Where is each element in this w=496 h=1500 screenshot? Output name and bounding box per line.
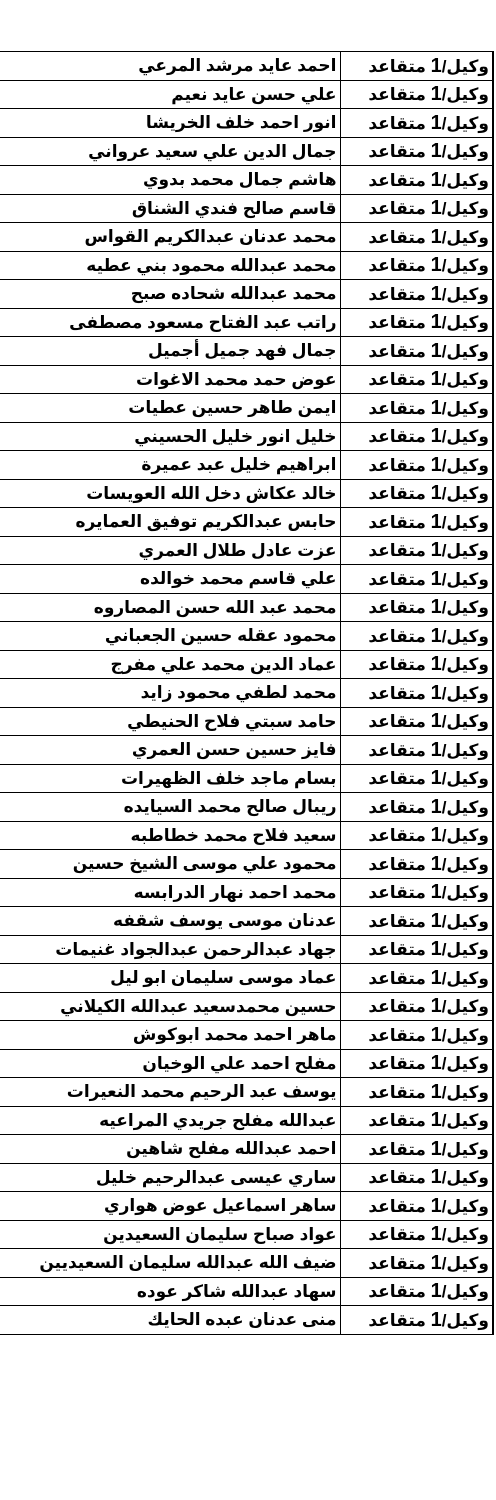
name-cell: محمد عبدالله شحاده صبح <box>0 280 340 309</box>
rank-cell <box>340 1135 493 1164</box>
rank-number: 1 <box>430 482 442 505</box>
rank-prefix: وكيل/ <box>441 256 489 276</box>
rank-suffix: متقاعد <box>368 1054 431 1074</box>
rank-prefix: وكيل/ <box>441 683 489 703</box>
rank-cell <box>340 109 493 138</box>
rank-suffix: متقاعد <box>368 341 431 361</box>
name-cell: احمد عبدالله مفلح شاهين <box>0 1135 340 1164</box>
rank-prefix: وكيل/ <box>441 712 489 732</box>
rank-cell <box>340 1106 493 1135</box>
rank-suffix: متقاعد <box>368 541 431 561</box>
rank-number: 1 <box>430 1109 442 1132</box>
name-cell: ريبال صالح محمد السيايده <box>0 793 340 822</box>
rank-cell <box>340 764 493 793</box>
rank-prefix: وكيل/ <box>441 598 489 618</box>
table-row <box>0 536 493 565</box>
name-cell: ساري عيسى عبدالرحيم خليل <box>0 1163 340 1192</box>
rank-prefix: وكيل/ <box>441 740 489 760</box>
rank-number: 1 <box>430 909 442 932</box>
rank-cell <box>340 707 493 736</box>
rank-number: 1 <box>430 425 442 448</box>
table-row <box>0 964 493 993</box>
rank-suffix: متقاعد <box>368 940 431 960</box>
rank-prefix: وكيل/ <box>441 968 489 988</box>
rank-number: 1 <box>430 824 442 847</box>
rank-suffix: متقاعد <box>368 1225 431 1245</box>
name-cell: عماد الدين محمد علي مفرج <box>0 650 340 679</box>
table-row <box>0 850 493 879</box>
name-cell: ايمن طاهر حسين عطيات <box>0 394 340 423</box>
rank-prefix: وكيل/ <box>441 626 489 646</box>
name-cell: جهاد عبدالرحمن عبدالجواد غنيمات <box>0 935 340 964</box>
rank-cell <box>340 52 493 81</box>
name-cell: جمال الدين علي سعيد عرواني <box>0 137 340 166</box>
name-cell: محمود عقله حسين الجعباني <box>0 622 340 651</box>
table-row <box>0 565 493 594</box>
rank-prefix: وكيل/ <box>441 883 489 903</box>
name-cell: محمود علي موسى الشيخ حسين <box>0 850 340 879</box>
name-cell: علي قاسم محمد خوالده <box>0 565 340 594</box>
rank-number: 1 <box>430 881 442 904</box>
table-row <box>0 1306 493 1335</box>
rank-prefix: وكيل/ <box>441 455 489 475</box>
rank-cell <box>340 194 493 223</box>
table-row <box>0 508 493 537</box>
name-cell: حسين محمدسعيد عبدالله الكيلاني <box>0 992 340 1021</box>
table-row <box>0 593 493 622</box>
rank-prefix: وكيل/ <box>441 199 489 219</box>
rank-suffix: متقاعد <box>368 284 431 304</box>
rank-cell <box>340 1277 493 1306</box>
table-row <box>0 650 493 679</box>
rank-number: 1 <box>430 681 442 704</box>
name-cell: سعيد فلاح محمد خطاطبه <box>0 821 340 850</box>
rank-number: 1 <box>430 567 442 590</box>
rank-number: 1 <box>430 254 442 277</box>
rank-number: 1 <box>430 140 442 163</box>
rank-suffix: متقاعد <box>368 56 431 76</box>
table-row <box>0 1021 493 1050</box>
table-row <box>0 365 493 394</box>
name-cell: ساهر اسماعيل عوض هواري <box>0 1192 340 1221</box>
rank-cell <box>340 1163 493 1192</box>
rank-prefix: وكيل/ <box>441 113 489 133</box>
rank-prefix: وكيل/ <box>441 427 489 447</box>
table-row <box>0 394 493 423</box>
rank-cell <box>340 1192 493 1221</box>
rank-prefix: وكيل/ <box>441 655 489 675</box>
rank-suffix: متقاعد <box>368 484 431 504</box>
rank-number: 1 <box>430 767 442 790</box>
rank-cell <box>340 565 493 594</box>
rank-prefix: وكيل/ <box>441 512 489 532</box>
table-row <box>0 422 493 451</box>
name-cell: عواد صباح سليمان السعيدين <box>0 1220 340 1249</box>
rank-prefix: وكيل/ <box>441 341 489 361</box>
name-cell: فايز حسين حسن العمري <box>0 736 340 765</box>
name-cell: قاسم صالح فندي الشناق <box>0 194 340 223</box>
rank-cell <box>340 365 493 394</box>
table-row <box>0 878 493 907</box>
name-cell: منى عدنان عبده الحايك <box>0 1306 340 1335</box>
rank-prefix: وكيل/ <box>441 1139 489 1159</box>
rank-number: 1 <box>430 938 442 961</box>
rank-cell <box>340 422 493 451</box>
rank-cell <box>340 907 493 936</box>
rank-prefix: وكيل/ <box>441 398 489 418</box>
rank-cell <box>340 1049 493 1078</box>
rank-prefix: وكيل/ <box>441 569 489 589</box>
rank-number: 1 <box>430 225 442 248</box>
rank-prefix: وكيل/ <box>441 1225 489 1245</box>
rank-number: 1 <box>430 653 442 676</box>
rank-cell <box>340 650 493 679</box>
name-cell: عماد موسى سليمان ابو ليل <box>0 964 340 993</box>
rank-number: 1 <box>430 710 442 733</box>
table-row <box>0 907 493 936</box>
rank-number: 1 <box>430 1052 442 1075</box>
name-cell: هاشم جمال محمد بدوي <box>0 166 340 195</box>
rank-suffix: متقاعد <box>368 455 431 475</box>
rank-number: 1 <box>430 624 442 647</box>
rank-number: 1 <box>430 1280 442 1303</box>
name-cell: محمد عدنان عبدالكريم القواس <box>0 223 340 252</box>
rank-prefix: وكيل/ <box>441 170 489 190</box>
name-cell: محمد احمد نهار الدرابسه <box>0 878 340 907</box>
rank-prefix: وكيل/ <box>441 1282 489 1302</box>
rank-number: 1 <box>430 1223 442 1246</box>
rank-number: 1 <box>430 795 442 818</box>
rank-prefix: وكيل/ <box>441 1054 489 1074</box>
rank-number: 1 <box>430 966 442 989</box>
rank-suffix: متقاعد <box>368 1310 431 1330</box>
rank-cell <box>340 1021 493 1050</box>
rank-suffix: متقاعد <box>368 199 431 219</box>
rank-prefix: وكيل/ <box>441 997 489 1017</box>
rank-cell <box>340 593 493 622</box>
rank-prefix: وكيل/ <box>441 370 489 390</box>
rank-suffix: متقاعد <box>368 142 431 162</box>
rank-suffix: متقاعد <box>368 1168 431 1188</box>
name-cell: خليل انور خليل الحسيني <box>0 422 340 451</box>
rank-prefix: وكيل/ <box>441 1196 489 1216</box>
rank-number: 1 <box>430 311 442 334</box>
rank-number: 1 <box>430 368 442 391</box>
rank-suffix: متقاعد <box>368 769 431 789</box>
rank-number: 1 <box>430 852 442 875</box>
table-row <box>0 707 493 736</box>
table-row <box>0 109 493 138</box>
name-cell: عدنان موسى يوسف شقفه <box>0 907 340 936</box>
rank-suffix: متقاعد <box>368 512 431 532</box>
rank-prefix: وكيل/ <box>441 85 489 105</box>
rank-number: 1 <box>430 1137 442 1160</box>
rank-suffix: متقاعد <box>368 598 431 618</box>
rank-number: 1 <box>430 83 442 106</box>
name-cell: جمال فهد جميل أجميل <box>0 337 340 366</box>
rank-suffix: متقاعد <box>368 398 431 418</box>
rank-suffix: متقاعد <box>368 227 431 247</box>
rank-prefix: وكيل/ <box>441 1082 489 1102</box>
rank-number: 1 <box>430 995 442 1018</box>
rank-suffix: متقاعد <box>368 826 431 846</box>
rank-suffix: متقاعد <box>368 1082 431 1102</box>
rank-prefix: وكيل/ <box>441 227 489 247</box>
table-row <box>0 52 493 81</box>
rank-cell <box>340 679 493 708</box>
rank-number: 1 <box>430 1308 442 1331</box>
table-row <box>0 194 493 223</box>
rank-suffix: متقاعد <box>368 1253 431 1273</box>
rank-prefix: وكيل/ <box>441 1111 489 1131</box>
rank-number: 1 <box>430 510 442 533</box>
table-row <box>0 1078 493 1107</box>
table-row <box>0 308 493 337</box>
name-cell: يوسف عبد الرحيم محمد النعيرات <box>0 1078 340 1107</box>
rank-suffix: متقاعد <box>368 740 431 760</box>
name-cell: علي حسن عايد نعيم <box>0 80 340 109</box>
rank-prefix: وكيل/ <box>441 56 489 76</box>
rank-prefix: وكيل/ <box>441 484 489 504</box>
rank-suffix: متقاعد <box>368 85 431 105</box>
rank-prefix: وكيل/ <box>441 1310 489 1330</box>
rank-suffix: متقاعد <box>368 854 431 874</box>
rank-number: 1 <box>430 1251 442 1274</box>
table-row <box>0 223 493 252</box>
rank-suffix: متقاعد <box>368 313 431 333</box>
rank-prefix: وكيل/ <box>441 797 489 817</box>
rank-prefix: وكيل/ <box>441 826 489 846</box>
rank-cell <box>340 394 493 423</box>
rank-number: 1 <box>430 596 442 619</box>
rank-suffix: متقاعد <box>368 797 431 817</box>
table-row <box>0 622 493 651</box>
rank-prefix: وكيل/ <box>441 911 489 931</box>
table-row <box>0 793 493 822</box>
records-table-body <box>0 52 493 1335</box>
rank-number: 1 <box>430 738 442 761</box>
rank-cell <box>340 308 493 337</box>
rank-suffix: متقاعد <box>368 170 431 190</box>
rank-cell <box>340 223 493 252</box>
rank-suffix: متقاعد <box>368 655 431 675</box>
rank-suffix: متقاعد <box>368 997 431 1017</box>
table-row <box>0 736 493 765</box>
rank-number: 1 <box>430 111 442 134</box>
name-cell: عبدالله مفلح جريدي المراعيه <box>0 1106 340 1135</box>
rank-suffix: متقاعد <box>368 113 431 133</box>
rank-number: 1 <box>430 282 442 305</box>
name-cell: حابس عبدالكريم توفيق العمايره <box>0 508 340 537</box>
table-row <box>0 280 493 309</box>
rank-cell <box>340 736 493 765</box>
name-cell: مفلح احمد علي الوخيان <box>0 1049 340 1078</box>
rank-cell <box>340 80 493 109</box>
rank-suffix: متقاعد <box>368 968 431 988</box>
rank-prefix: وكيل/ <box>441 1168 489 1188</box>
rank-cell <box>340 992 493 1021</box>
rank-cell <box>340 280 493 309</box>
rank-prefix: وكيل/ <box>441 1253 489 1273</box>
table-row <box>0 80 493 109</box>
rank-suffix: متقاعد <box>368 1025 431 1045</box>
table-row <box>0 451 493 480</box>
rank-prefix: وكيل/ <box>441 541 489 561</box>
rank-number: 1 <box>430 197 442 220</box>
rank-cell <box>340 850 493 879</box>
rank-cell <box>340 935 493 964</box>
rank-cell <box>340 137 493 166</box>
table-row <box>0 1277 493 1306</box>
rank-cell <box>340 337 493 366</box>
rank-cell <box>340 251 493 280</box>
name-cell: انور احمد خلف الخريشا <box>0 109 340 138</box>
name-cell: راتب عبد الفتاح مسعود مصطفى <box>0 308 340 337</box>
table-row <box>0 251 493 280</box>
rank-number: 1 <box>430 339 442 362</box>
table-row <box>0 479 493 508</box>
table-row <box>0 1163 493 1192</box>
rank-suffix: متقاعد <box>368 911 431 931</box>
rank-cell <box>340 1078 493 1107</box>
name-cell: حامد سبتي فلاح الحنيطي <box>0 707 340 736</box>
rank-prefix: وكيل/ <box>441 940 489 960</box>
name-cell: عزت عادل طلال العمري <box>0 536 340 565</box>
rank-number: 1 <box>430 453 442 476</box>
rank-cell <box>340 1220 493 1249</box>
rank-prefix: وكيل/ <box>441 769 489 789</box>
table-row <box>0 1249 493 1278</box>
rank-cell <box>340 1306 493 1335</box>
rank-suffix: متقاعد <box>368 1196 431 1216</box>
rank-number: 1 <box>430 396 442 419</box>
table-row <box>0 821 493 850</box>
rank-number: 1 <box>430 539 442 562</box>
table-row <box>0 1135 493 1164</box>
table-row <box>0 137 493 166</box>
name-cell: عوض حمد محمد الاغوات <box>0 365 340 394</box>
table-row <box>0 166 493 195</box>
rank-cell <box>340 793 493 822</box>
rank-suffix: متقاعد <box>368 883 431 903</box>
rank-number: 1 <box>430 54 442 77</box>
rank-cell <box>340 166 493 195</box>
table-row <box>0 337 493 366</box>
table-row <box>0 679 493 708</box>
rank-suffix: متقاعد <box>368 256 431 276</box>
table-row <box>0 1192 493 1221</box>
rank-number: 1 <box>430 168 442 191</box>
rank-cell <box>340 821 493 850</box>
table-row <box>0 1049 493 1078</box>
rank-prefix: وكيل/ <box>441 284 489 304</box>
rank-suffix: متقاعد <box>368 427 431 447</box>
name-cell: سهاد عبدالله شاكر عوده <box>0 1277 340 1306</box>
rank-cell <box>340 451 493 480</box>
rank-suffix: متقاعد <box>368 370 431 390</box>
name-cell: ابراهيم خليل عبد عميرة <box>0 451 340 480</box>
rank-number: 1 <box>430 1080 442 1103</box>
name-cell: احمد عايد مرشد المرعي <box>0 52 340 81</box>
rank-suffix: متقاعد <box>368 569 431 589</box>
name-cell: محمد عبدالله محمود بني عطيه <box>0 251 340 280</box>
rank-cell <box>340 878 493 907</box>
rank-suffix: متقاعد <box>368 1139 431 1159</box>
table-row <box>0 1220 493 1249</box>
rank-prefix: وكيل/ <box>441 313 489 333</box>
rank-suffix: متقاعد <box>368 1282 431 1302</box>
rank-suffix: متقاعد <box>368 683 431 703</box>
rank-cell <box>340 479 493 508</box>
table-row <box>0 1106 493 1135</box>
rank-number: 1 <box>430 1194 442 1217</box>
rank-cell <box>340 622 493 651</box>
name-cell: بسام ماجد خلف الظهيرات <box>0 764 340 793</box>
rank-prefix: وكيل/ <box>441 1025 489 1045</box>
rank-number: 1 <box>430 1166 442 1189</box>
name-cell: خالد عكاش دخل الله العويسات <box>0 479 340 508</box>
rank-prefix: وكيل/ <box>441 854 489 874</box>
name-cell: محمد لطفي محمود زايد <box>0 679 340 708</box>
rank-suffix: متقاعد <box>368 712 431 732</box>
rank-suffix: متقاعد <box>368 626 431 646</box>
rank-number: 1 <box>430 1023 442 1046</box>
rank-prefix: وكيل/ <box>441 142 489 162</box>
table-row <box>0 992 493 1021</box>
name-cell: ضيف الله عبدالله سليمان السعيديين <box>0 1249 340 1278</box>
name-cell: محمد عبد الله حسن المصاروه <box>0 593 340 622</box>
records-sheet <box>0 51 496 1335</box>
name-cell: ماهر احمد محمد ابوكوش <box>0 1021 340 1050</box>
records-table <box>0 51 494 1335</box>
table-row <box>0 764 493 793</box>
rank-suffix: متقاعد <box>368 1111 431 1131</box>
rank-cell <box>340 536 493 565</box>
rank-cell <box>340 1249 493 1278</box>
rank-cell <box>340 508 493 537</box>
table-row <box>0 935 493 964</box>
rank-cell <box>340 964 493 993</box>
